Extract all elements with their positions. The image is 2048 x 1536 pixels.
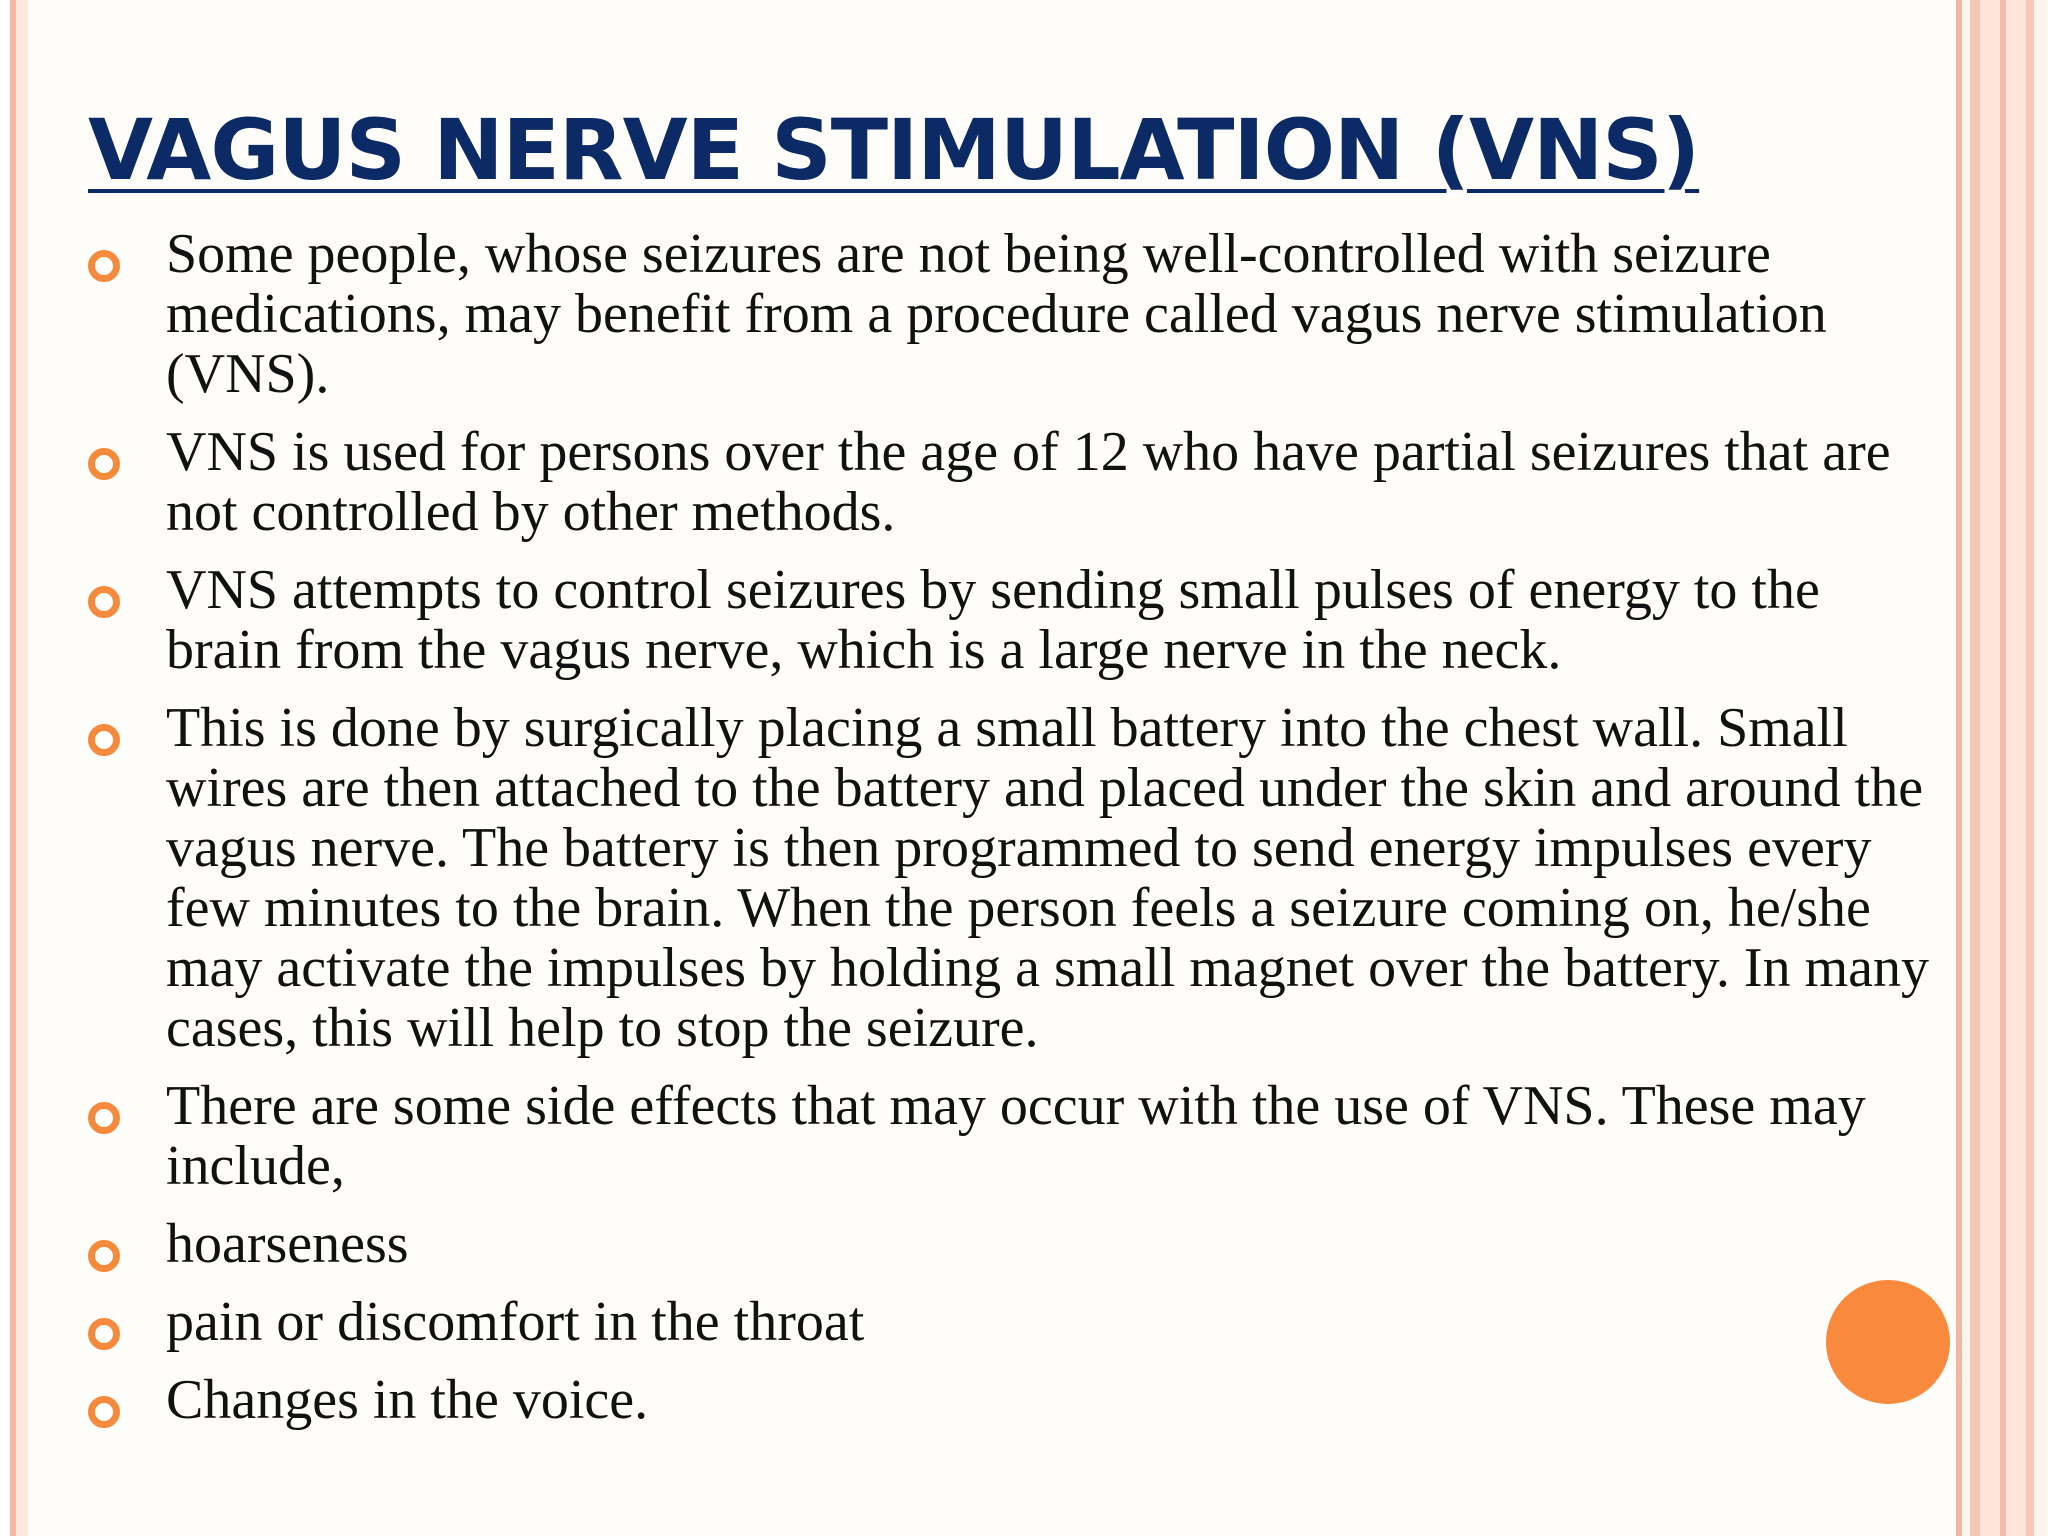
bullet-item	[88, 1370, 1948, 1430]
bullet-circle-icon	[88, 1240, 120, 1272]
bullet-circle-icon	[88, 448, 120, 480]
bullet-text: pain or discomfort in the throat	[166, 1291, 865, 1353]
bullet-circle-icon	[88, 1318, 120, 1350]
bullet-item	[88, 1292, 1948, 1352]
bullet-text: Some people, whose seizures are not being well-controlled with seizure medications, may benefit from a procedure called vagus nerve stimulation (VNS).	[166, 223, 1827, 405]
bullet-circle-icon	[88, 724, 120, 756]
bullet-text: This is done by surgically placing a small battery into the chest wall. Small wires are then attached to the battery and placed under the skin and around the vagus nerve. The battery is then programmed to send energy impulses every few minutes to the brain. When the person feels a seizure coming on, he/she may activate the impulses by holding a small magnet over the battery. In many cases, this will help to stop the seizure.	[166, 697, 1929, 1059]
right-decorative-border	[1956, 0, 2048, 1536]
bullet-item	[88, 698, 1948, 1058]
bullet-circle-icon	[88, 250, 120, 282]
bullet-item	[88, 224, 1948, 404]
left-decorative-border	[0, 0, 28, 1536]
bullet-circle-icon	[88, 586, 120, 618]
bullet-item	[88, 422, 1948, 542]
bullet-text: VNS attempts to control seizures by sending small pulses of energy to the brain from the vagus nerve, which is a large nerve in the neck.	[166, 559, 1820, 681]
bullet-text: hoarseness	[166, 1213, 409, 1275]
bullet-item	[88, 560, 1948, 680]
orange-circle-decoration-icon	[1826, 1280, 1950, 1404]
bullet-item	[88, 1214, 1948, 1274]
bullet-text: VNS is used for persons over the age of 12 who have partial seizures that are not controlled by other methods.	[166, 421, 1891, 543]
bullet-circle-icon	[88, 1102, 120, 1134]
bullet-text: Changes in the voice.	[166, 1369, 649, 1431]
slide-title: VAGUS NERVE STIMULATION (VNS)	[88, 101, 1700, 199]
bullet-item	[88, 1076, 1948, 1196]
bullet-circle-icon	[88, 1396, 120, 1428]
bullet-list	[88, 224, 1948, 1448]
bullet-text: There are some side effects that may occur with the use of VNS. These may include,	[166, 1075, 1866, 1197]
